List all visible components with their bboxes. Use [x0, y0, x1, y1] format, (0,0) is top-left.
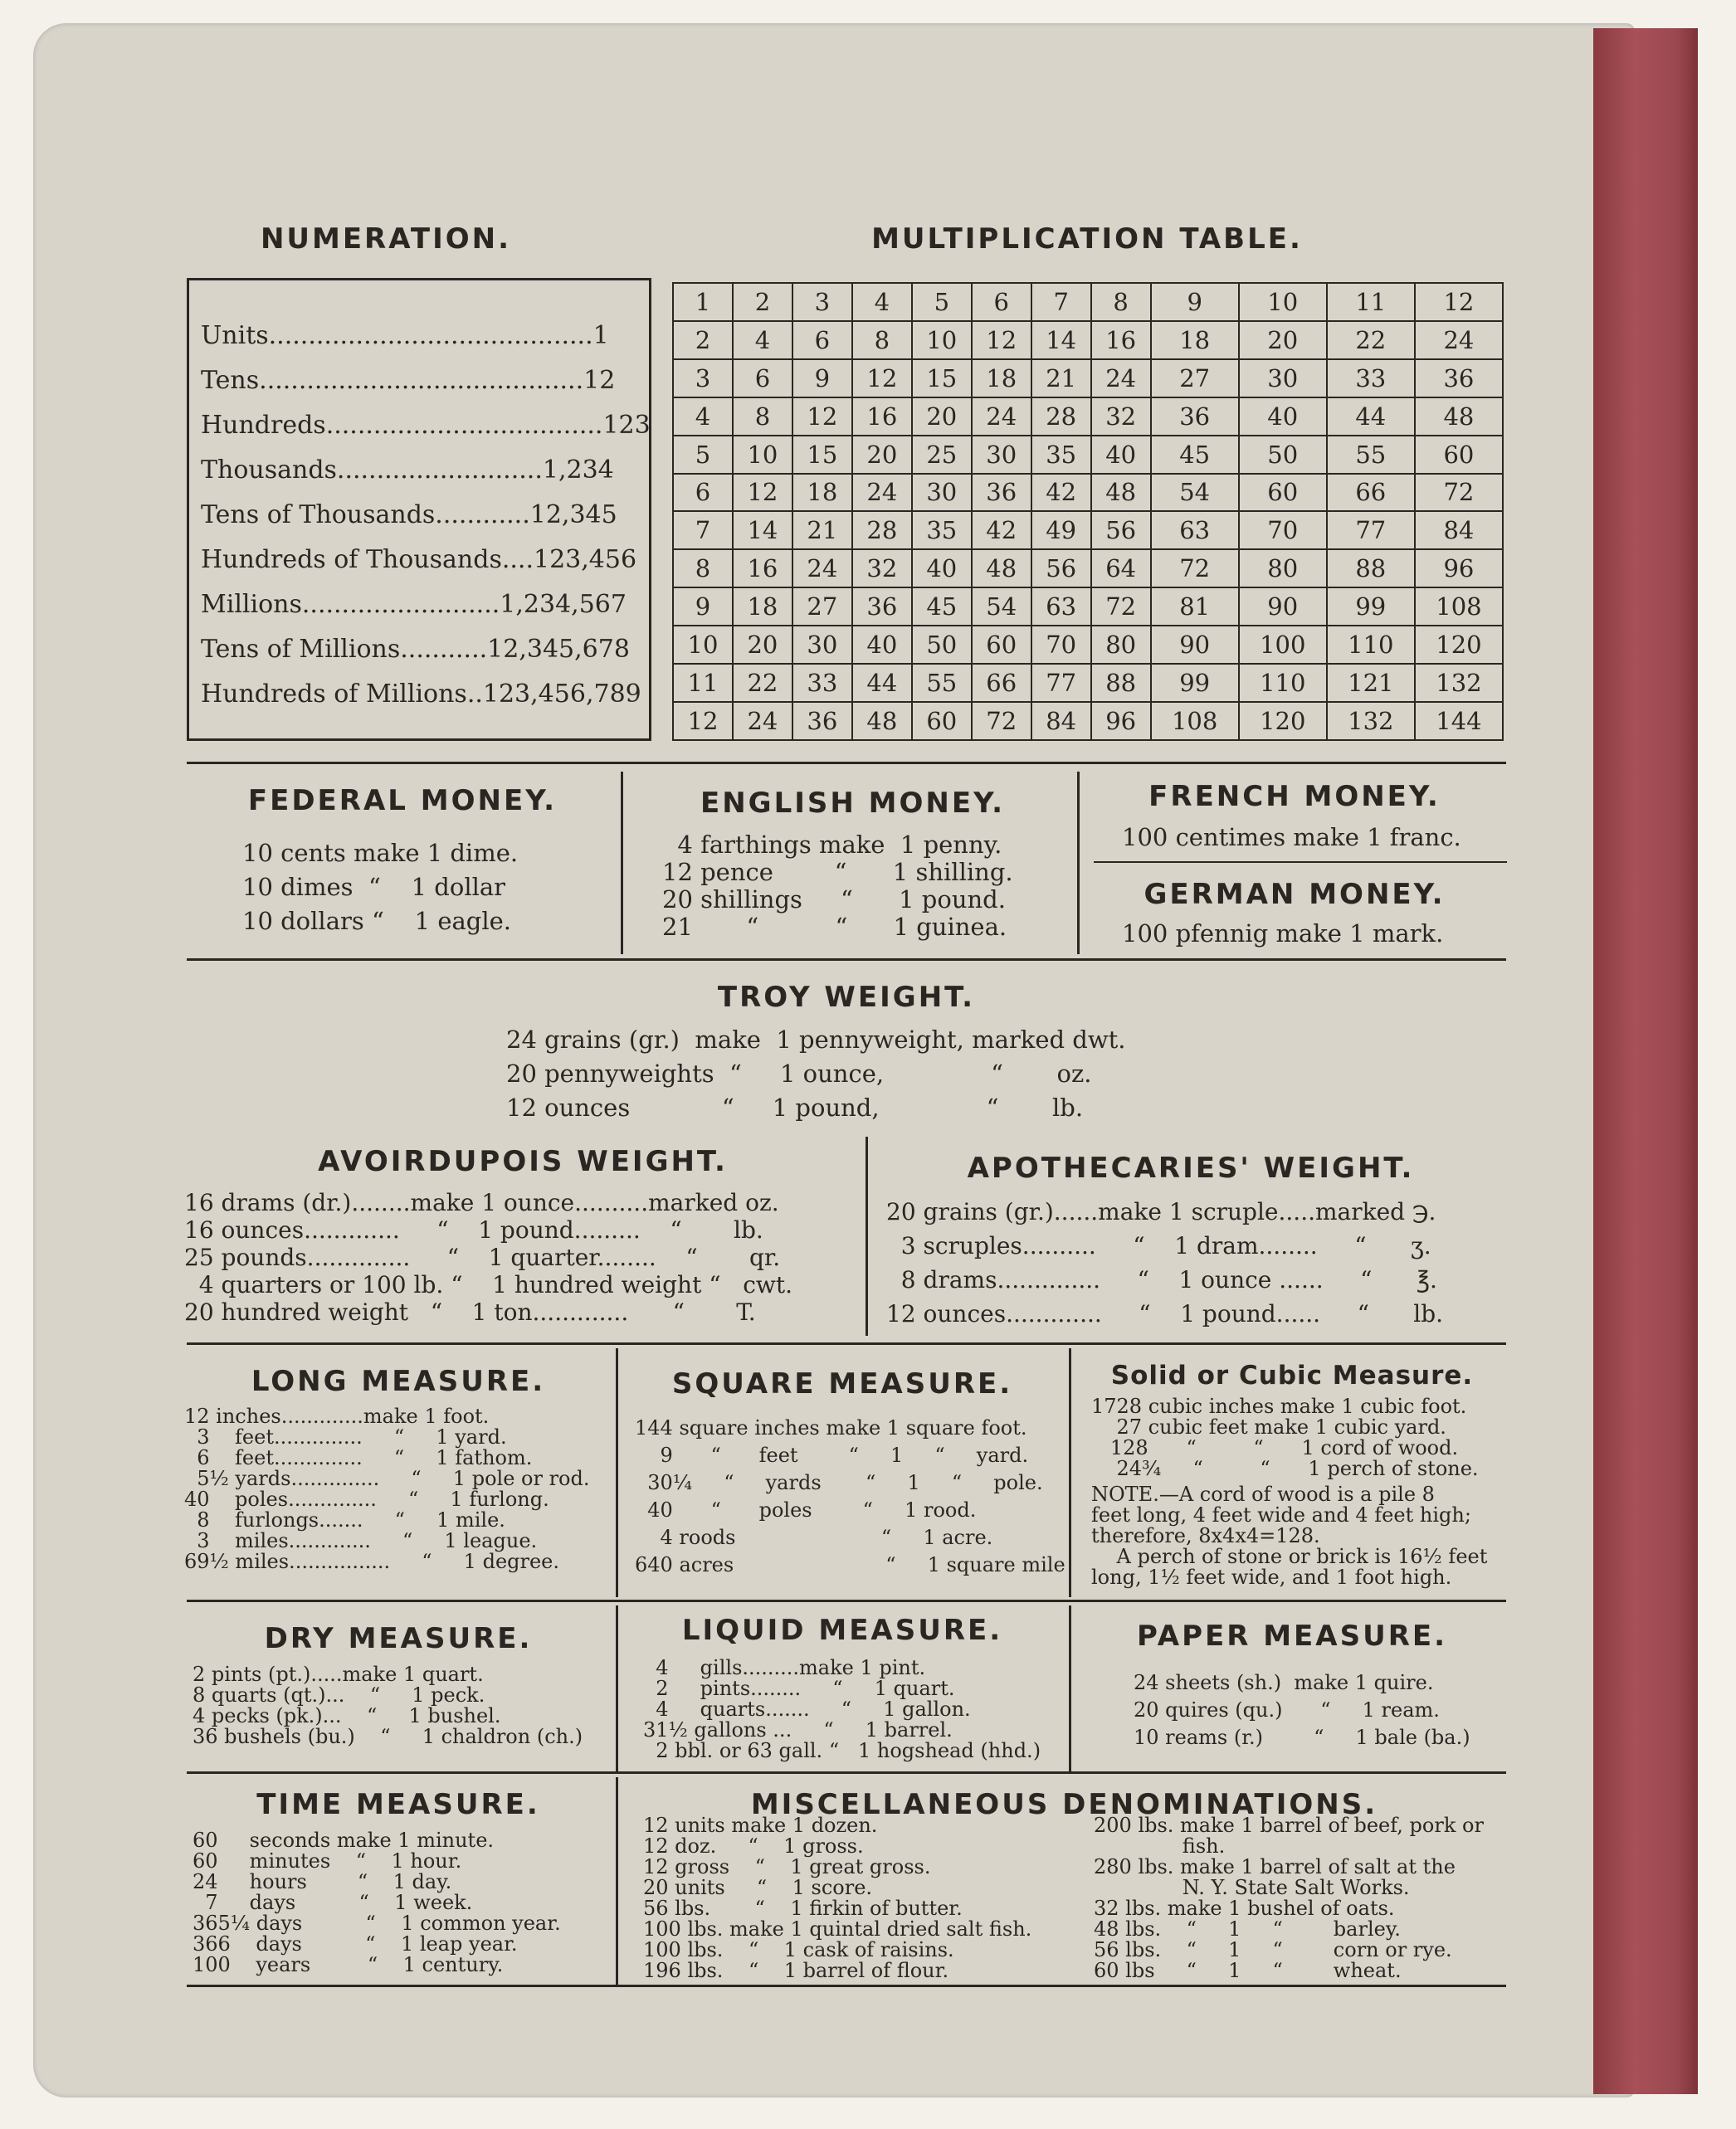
long-measure-line: 40 poles.............. “ 1 furlong. — [184, 1488, 549, 1511]
multiplication-cell: 72 — [1151, 549, 1239, 587]
misc-line: 56 lbs. “ 1 firkin of butter. — [643, 1897, 963, 1920]
avoirdupois-list — [184, 1189, 792, 1326]
cubic-measure-list — [1091, 1396, 1487, 1588]
multiplication-cell: 99 — [1327, 587, 1415, 626]
multiplication-table — [672, 282, 1504, 741]
paper-measure-line: 10 reams (r.) “ 1 bale (ba.) — [1134, 1726, 1470, 1749]
misc-line: 200 lbs. make 1 barrel of beef, pork or — [1094, 1814, 1484, 1837]
apothecaries-line: 20 grains (gr.)......make 1 scruple.....marked ℈. — [886, 1198, 1436, 1225]
multiplication-cell: 120 — [1239, 702, 1327, 740]
multiplication-cell: 36 — [1151, 397, 1239, 436]
misc-line: 12 units make 1 dozen. — [643, 1814, 878, 1837]
multiplication-row — [673, 359, 1503, 397]
multiplication-row — [673, 474, 1503, 512]
long-measure-line: 6 feet.............. “ 1 fathom. — [184, 1446, 533, 1469]
multiplication-row — [673, 664, 1503, 702]
multiplication-cell: 36 — [972, 474, 1031, 512]
multiplication-cell: 32 — [1091, 397, 1151, 436]
multiplication-cell: 14 — [1031, 321, 1091, 359]
square-measure-title: SQUARE MEASURE. — [671, 1367, 1013, 1401]
multiplication-cell: 18 — [972, 359, 1031, 397]
multiplication-cell: 16 — [733, 549, 792, 587]
multiplication-cell: 2 — [733, 283, 792, 321]
multiplication-cell: 96 — [1415, 549, 1503, 587]
multiplication-cell: 22 — [1327, 321, 1415, 359]
multiplication-cell: 12 — [673, 702, 733, 740]
paper-measure-line: 24 sheets (sh.) make 1 quire. — [1134, 1671, 1434, 1694]
multiplication-cell: 14 — [733, 511, 792, 549]
long-measure-line: 3 miles............. “ 1 league. — [184, 1529, 538, 1552]
liquid-measure-line: 4 gills.........make 1 pint. — [643, 1656, 926, 1679]
divider — [187, 1600, 1506, 1602]
divider — [187, 1985, 1506, 1987]
apothecaries-line: 12 ounces............. “ 1 pound...... “ lb. — [886, 1300, 1444, 1328]
multiplication-cell: 66 — [1327, 474, 1415, 512]
dry-measure-line: 4 pecks (pk.)... “ 1 bushel. — [193, 1704, 501, 1727]
numeration-title: NUMERATION. — [260, 222, 512, 256]
multiplication-cell: 27 — [792, 587, 852, 626]
cubic-measure-line: 24¾ “ “ 1 perch of stone. — [1091, 1457, 1479, 1480]
multiplication-cell: 6 — [792, 321, 852, 359]
multiplication-cell: 9 — [673, 587, 733, 626]
misc-line: 56 lbs. “ 1 “ corn or rye. — [1094, 1938, 1452, 1961]
multiplication-cell: 60 — [972, 626, 1031, 664]
misc-line: 196 lbs. “ 1 barrel of flour. — [643, 1959, 949, 1982]
federal-money-line: 10 cents make 1 dime. — [242, 839, 519, 867]
multiplication-cell: 54 — [972, 587, 1031, 626]
multiplication-cell: 72 — [1091, 587, 1151, 626]
multiplication-cell: 77 — [1031, 664, 1091, 702]
multiplication-cell: 18 — [1151, 321, 1239, 359]
misc-line: N. Y. State Salt Works. — [1094, 1876, 1410, 1899]
multiplication-cell: 12 — [733, 474, 792, 512]
misc-line: 100 lbs. “ 1 cask of raisins. — [643, 1938, 954, 1961]
troy-weight-list — [506, 1023, 1126, 1125]
english-money-line: 4 farthings make 1 penny. — [662, 831, 1002, 859]
long-measure-line: 69½ miles................ “ 1 degree. — [184, 1550, 560, 1573]
multiplication-cell: 33 — [792, 664, 852, 702]
multiplication-cell: 24 — [852, 474, 912, 512]
multiplication-cell: 40 — [852, 626, 912, 664]
time-measure-line: 24 hours “ 1 day. — [193, 1870, 452, 1893]
multiplication-cell: 66 — [972, 664, 1031, 702]
multiplication-cell: 88 — [1091, 664, 1151, 702]
misc-line: 100 lbs. make 1 quintal dried salt fish. — [643, 1917, 1032, 1941]
avoirdupois-line: 20 hundred weight “ 1 ton............. “ T. — [184, 1298, 756, 1326]
multiplication-cell: 55 — [1327, 436, 1415, 474]
misc-line: 12 gross “ 1 great gross. — [643, 1855, 931, 1878]
multiplication-cell: 36 — [792, 702, 852, 740]
multiplication-cell: 49 — [1031, 511, 1091, 549]
cubic-measure-note: therefore, 8x4x4=128. — [1091, 1524, 1320, 1547]
numeration-row: Hundreds of Thousands....123,456 — [201, 545, 637, 574]
dry-measure-line: 36 bushels (bu.) “ 1 chaldron (ch.) — [193, 1725, 583, 1748]
apothecaries-list — [886, 1195, 1443, 1331]
english-money-title: ENGLISH MONEY. — [700, 787, 1005, 820]
multiplication-cell: 10 — [733, 436, 792, 474]
divider — [187, 958, 1506, 961]
time-measure-line: 365¼ days “ 1 common year. — [193, 1912, 561, 1935]
multiplication-cell: 48 — [1091, 474, 1151, 512]
multiplication-cell: 4 — [733, 321, 792, 359]
multiplication-cell: 6 — [673, 474, 733, 512]
divider — [1094, 861, 1507, 863]
multiplication-cell: 88 — [1327, 549, 1415, 587]
multiplication-row — [673, 321, 1503, 359]
multiplication-cell: 40 — [1091, 436, 1151, 474]
english-money-line: 12 pence “ 1 shilling. — [662, 858, 1013, 886]
numeration-row: Tens of Millions...........12,345,678 — [201, 635, 630, 664]
paper-measure-line: 20 quires (qu.) “ 1 ream. — [1134, 1698, 1440, 1722]
liquid-measure-line: 31½ gallons ... “ 1 barrel. — [643, 1718, 953, 1742]
multiplication-cell: 132 — [1415, 664, 1503, 702]
multiplication-cell: 63 — [1151, 511, 1239, 549]
dry-measure-title: DRY MEASURE. — [264, 1622, 533, 1655]
multiplication-cell: 21 — [792, 511, 852, 549]
multiplication-cell: 25 — [912, 436, 972, 474]
multiplication-cell: 40 — [912, 549, 972, 587]
multiplication-cell: 110 — [1239, 664, 1327, 702]
multiplication-cell: 42 — [972, 511, 1031, 549]
multiplication-cell: 12 — [972, 321, 1031, 359]
square-measure-line: 30¼ “ yards “ 1 “ pole. — [635, 1471, 1043, 1494]
german-money-line: 100 pfennig make 1 mark. — [1122, 919, 1444, 948]
multiplication-cell: 99 — [1151, 664, 1239, 702]
multiplication-cell: 3 — [673, 359, 733, 397]
cubic-measure-line: 27 cubic feet make 1 cubic yard. — [1091, 1415, 1446, 1439]
square-measure-line: 4 roods “ 1 acre. — [635, 1526, 993, 1549]
liquid-measure-title: LIQUID MEASURE. — [681, 1614, 1003, 1647]
divider — [187, 762, 1506, 764]
multiplication-cell: 7 — [1031, 283, 1091, 321]
long-measure-line: 12 inches.............make 1 foot. — [184, 1405, 490, 1428]
french-money-title: FRENCH MONEY. — [1148, 780, 1441, 813]
cubic-measure-note: NOTE.—A cord of wood is a pile 8 — [1091, 1483, 1435, 1506]
federal-money-line: 10 dimes “ 1 dollar — [242, 873, 506, 901]
cubic-measure-title: Solid or Cubic Measure. — [1110, 1361, 1474, 1391]
avoirdupois-line: 16 ounces............. “ 1 pound......... “ lb. — [184, 1216, 763, 1244]
multiplication-cell: 50 — [1239, 436, 1327, 474]
multiplication-cell: 90 — [1151, 626, 1239, 664]
multiplication-cell: 3 — [792, 283, 852, 321]
multiplication-cell: 24 — [1091, 359, 1151, 397]
multiplication-cell: 110 — [1327, 626, 1415, 664]
multiplication-cell: 10 — [912, 321, 972, 359]
multiplication-cell: 60 — [1239, 474, 1327, 512]
multiplication-cell: 36 — [1415, 359, 1503, 397]
misc-line: 48 lbs. “ 1 “ barley. — [1094, 1917, 1401, 1941]
multiplication-cell: 12 — [852, 359, 912, 397]
numeration-row: Millions.........................1,234,567 — [201, 590, 627, 619]
multiplication-cell: 70 — [1239, 511, 1327, 549]
long-measure-title: LONG MEASURE. — [251, 1365, 546, 1398]
square-measure-line: 640 acres “ 1 square mile — [635, 1553, 1065, 1576]
divider — [1069, 1605, 1071, 1771]
multiplication-cell: 18 — [733, 587, 792, 626]
multiplication-cell: 24 — [972, 397, 1031, 436]
multiplication-row — [673, 587, 1503, 626]
cubic-measure-line: 128 “ “ 1 cord of wood. — [1091, 1436, 1459, 1459]
multiplication-cell: 21 — [1031, 359, 1091, 397]
multiplication-cell: 96 — [1091, 702, 1151, 740]
troy-weight-title: TROY WEIGHT. — [717, 981, 976, 1014]
multiplication-cell: 108 — [1415, 587, 1503, 626]
long-measure-line: 3 feet.............. “ 1 yard. — [184, 1425, 507, 1449]
cubic-measure-note: A perch of stone or brick is 16½ feet — [1091, 1545, 1488, 1568]
misc-right-list — [1094, 1815, 1484, 1981]
apothecaries-line: 3 scruples.......... “ 1 dram........ “ ʒ. — [886, 1232, 1431, 1259]
multiplication-cell: 10 — [673, 626, 733, 664]
multiplication-title: MULTIPLICATION TABLE. — [871, 222, 1303, 256]
liquid-measure-line: 2 bbl. or 63 gall. “ 1 hogshead (hhd.) — [643, 1739, 1041, 1762]
paper-measure-title: PAPER MEASURE. — [1136, 1620, 1448, 1653]
misc-left-list — [643, 1815, 1031, 1981]
federal-money-list — [242, 836, 518, 938]
multiplication-row — [673, 511, 1503, 549]
dry-measure-list — [193, 1664, 583, 1747]
apothecaries-line: 8 drams.............. “ 1 ounce ...... “ ℥. — [886, 1266, 1437, 1293]
cubic-measure-note: feet long, 4 feet wide and 4 feet high; — [1091, 1503, 1471, 1527]
numeration-row: Hundreds...................................123 — [201, 411, 651, 440]
multiplication-cell: 15 — [912, 359, 972, 397]
time-measure-line: 7 days “ 1 week. — [193, 1891, 473, 1914]
multiplication-cell: 48 — [1415, 397, 1503, 436]
square-measure-list — [635, 1415, 1065, 1579]
multiplication-cell: 33 — [1327, 359, 1415, 397]
long-measure-line: 8 furlongs....... “ 1 mile. — [184, 1508, 505, 1532]
dry-measure-line: 8 quarts (qt.)... “ 1 peck. — [193, 1683, 485, 1707]
multiplication-cell: 60 — [912, 702, 972, 740]
multiplication-cell: 32 — [852, 549, 912, 587]
time-measure-line: 60 minutes “ 1 hour. — [193, 1849, 462, 1873]
multiplication-cell: 10 — [1239, 283, 1327, 321]
multiplication-cell: 12 — [1415, 283, 1503, 321]
time-measure-list — [193, 1830, 561, 1976]
multiplication-cell: 80 — [1091, 626, 1151, 664]
divider — [1069, 1348, 1071, 1597]
multiplication-cell: 48 — [972, 549, 1031, 587]
multiplication-cell: 5 — [912, 283, 972, 321]
misc-line: 280 lbs. make 1 barrel of salt at the — [1094, 1855, 1456, 1878]
federal-money-line: 10 dollars “ 1 eagle. — [242, 907, 511, 935]
multiplication-cell: 30 — [792, 626, 852, 664]
multiplication-cell: 72 — [1415, 474, 1503, 512]
paper-measure-list — [1134, 1669, 1470, 1751]
multiplication-cell: 55 — [912, 664, 972, 702]
multiplication-cell: 20 — [733, 626, 792, 664]
multiplication-row — [673, 702, 1503, 740]
multiplication-row — [673, 283, 1503, 321]
multiplication-cell: 100 — [1239, 626, 1327, 664]
multiplication-cell: 4 — [852, 283, 912, 321]
avoirdupois-title: AVOIRDUPOIS WEIGHT. — [318, 1145, 728, 1178]
square-measure-line: 9 “ feet “ 1 “ yard. — [635, 1444, 1029, 1467]
numeration-row: Tens.........................................12 — [201, 366, 616, 395]
federal-money-title: FEDERAL MONEY. — [247, 784, 558, 817]
cubic-measure-note: long, 1½ feet wide, and 1 foot high. — [1091, 1566, 1452, 1589]
multiplication-cell: 11 — [673, 664, 733, 702]
multiplication-cell: 81 — [1151, 587, 1239, 626]
multiplication-cell: 36 — [852, 587, 912, 626]
multiplication-cell: 144 — [1415, 702, 1503, 740]
multiplication-cell: 7 — [673, 511, 733, 549]
multiplication-cell: 121 — [1327, 664, 1415, 702]
multiplication-cell: 45 — [1151, 436, 1239, 474]
multiplication-cell: 90 — [1239, 587, 1327, 626]
multiplication-cell: 20 — [912, 397, 972, 436]
french-money-line: 100 centimes make 1 franc. — [1122, 823, 1461, 851]
english-money-line: 21 “ “ 1 guinea. — [662, 913, 1007, 941]
multiplication-cell: 30 — [1239, 359, 1327, 397]
multiplication-cell: 8 — [1091, 283, 1151, 321]
avoirdupois-line: 25 pounds.............. “ 1 quarter........ “ qr. — [184, 1244, 781, 1271]
multiplication-cell: 44 — [852, 664, 912, 702]
misc-line: 32 lbs. make 1 bushel of oats. — [1094, 1897, 1395, 1920]
multiplication-cell: 60 — [1415, 436, 1503, 474]
apothecaries-title: APOTHECARIES' WEIGHT. — [967, 1152, 1415, 1185]
multiplication-row — [673, 549, 1503, 587]
german-money-title: GERMAN MONEY. — [1144, 878, 1446, 911]
english-money-list — [662, 831, 1013, 941]
multiplication-cell: 24 — [733, 702, 792, 740]
liquid-measure-line: 2 pints........ “ 1 quart. — [643, 1677, 955, 1700]
time-measure-title: TIME MEASURE. — [256, 1788, 540, 1821]
multiplication-cell: 63 — [1031, 587, 1091, 626]
multiplication-cell: 1 — [673, 283, 733, 321]
misc-line: 60 lbs “ 1 “ wheat. — [1094, 1959, 1402, 1982]
multiplication-cell: 132 — [1327, 702, 1415, 740]
multiplication-cell: 56 — [1091, 511, 1151, 549]
avoirdupois-line: 4 quarters or 100 lb. “ 1 hundred weight “ cwt. — [184, 1271, 793, 1298]
multiplication-cell: 84 — [1415, 511, 1503, 549]
multiplication-row — [673, 626, 1503, 664]
avoirdupois-line: 16 drams (dr.)........make 1 ounce..........marked oz. — [184, 1189, 779, 1216]
multiplication-row — [673, 397, 1503, 436]
multiplication-cell: 16 — [852, 397, 912, 436]
multiplication-cell: 120 — [1415, 626, 1503, 664]
multiplication-cell: 8 — [852, 321, 912, 359]
multiplication-cell: 28 — [1031, 397, 1091, 436]
multiplication-cell: 2 — [673, 321, 733, 359]
time-measure-line: 100 years “ 1 century. — [193, 1953, 504, 1976]
multiplication-cell: 56 — [1031, 549, 1091, 587]
divider — [621, 772, 623, 954]
divider — [1077, 772, 1080, 954]
liquid-measure-list — [643, 1658, 1041, 1761]
multiplication-cell: 30 — [972, 436, 1031, 474]
square-measure-line: 144 square inches make 1 square foot. — [635, 1416, 1027, 1440]
multiplication-cell: 27 — [1151, 359, 1239, 397]
multiplication-cell: 84 — [1031, 702, 1091, 740]
misc-line: 20 units “ 1 score. — [643, 1876, 873, 1899]
multiplication-cell: 42 — [1031, 474, 1091, 512]
multiplication-cell: 44 — [1327, 397, 1415, 436]
multiplication-cell: 12 — [792, 397, 852, 436]
multiplication-cell: 6 — [733, 359, 792, 397]
multiplication-cell: 64 — [1091, 549, 1151, 587]
multiplication-cell: 20 — [852, 436, 912, 474]
multiplication-cell: 40 — [1239, 397, 1327, 436]
multiplication-cell: 48 — [852, 702, 912, 740]
divider — [866, 1137, 868, 1336]
time-measure-line: 366 days “ 1 leap year. — [193, 1932, 518, 1956]
multiplication-cell: 77 — [1327, 511, 1415, 549]
multiplication-cell: 22 — [733, 664, 792, 702]
multiplication-cell: 8 — [733, 397, 792, 436]
divider — [187, 1342, 1506, 1345]
english-money-line: 20 shillings “ 1 pound. — [662, 885, 1006, 913]
misc-line: fish. — [1094, 1834, 1226, 1858]
book-spine — [1593, 28, 1698, 2094]
multiplication-cell: 15 — [792, 436, 852, 474]
multiplication-cell: 24 — [1415, 321, 1503, 359]
multiplication-cell: 30 — [912, 474, 972, 512]
troy-weight-line: 24 grains (gr.) make 1 pennyweight, marked dwt. — [506, 1026, 1126, 1054]
multiplication-cell: 9 — [1151, 283, 1239, 321]
multiplication-cell: 28 — [852, 511, 912, 549]
multiplication-cell: 35 — [912, 511, 972, 549]
multiplication-cell: 11 — [1327, 283, 1415, 321]
numeration-row: Thousands..........................1,234 — [201, 456, 614, 485]
multiplication-cell: 45 — [912, 587, 972, 626]
multiplication-cell: 6 — [972, 283, 1031, 321]
multiplication-cell: 4 — [673, 397, 733, 436]
multiplication-cell: 24 — [792, 549, 852, 587]
multiplication-cell: 70 — [1031, 626, 1091, 664]
multiplication-cell: 50 — [912, 626, 972, 664]
multiplication-cell: 80 — [1239, 549, 1327, 587]
time-measure-line: 60 seconds make 1 minute. — [193, 1829, 495, 1852]
numeration-row: Units.........................................1 — [201, 321, 609, 350]
liquid-measure-line: 4 quarts....... “ 1 gallon. — [643, 1698, 971, 1721]
cubic-measure-line: 1728 cubic inches make 1 cubic foot. — [1091, 1395, 1467, 1418]
multiplication-cell: 16 — [1091, 321, 1151, 359]
square-measure-line: 40 “ poles “ 1 rood. — [635, 1498, 977, 1522]
multiplication-cell: 9 — [792, 359, 852, 397]
misc-line: 12 doz. “ 1 gross. — [643, 1834, 864, 1858]
multiplication-row — [673, 436, 1503, 474]
dry-measure-line: 2 pints (pt.).....make 1 quart. — [193, 1663, 484, 1686]
troy-weight-line: 20 pennyweights “ 1 ounce, “ oz. — [506, 1060, 1092, 1088]
divider — [187, 1771, 1506, 1774]
multiplication-cell: 18 — [792, 474, 852, 512]
multiplication-cell: 35 — [1031, 436, 1091, 474]
multiplication-cell: 20 — [1239, 321, 1327, 359]
numeration-list — [201, 314, 651, 717]
numeration-row: Tens of Thousands............12,345 — [201, 500, 617, 529]
misc-title: MISCELLANEOUS DENOMINATIONS. — [750, 1788, 1378, 1821]
multiplication-cell: 5 — [673, 436, 733, 474]
numeration-row: Hundreds of Millions..123,456,789 — [201, 680, 641, 709]
long-measure-line: 5½ yards.............. “ 1 pole or rod. — [184, 1467, 590, 1490]
troy-weight-line: 12 ounces “ 1 pound, “ lb. — [506, 1094, 1084, 1122]
long-measure-list — [184, 1406, 589, 1572]
multiplication-cell: 8 — [673, 549, 733, 587]
multiplication-cell: 54 — [1151, 474, 1239, 512]
multiplication-cell: 72 — [972, 702, 1031, 740]
multiplication-cell: 108 — [1151, 702, 1239, 740]
